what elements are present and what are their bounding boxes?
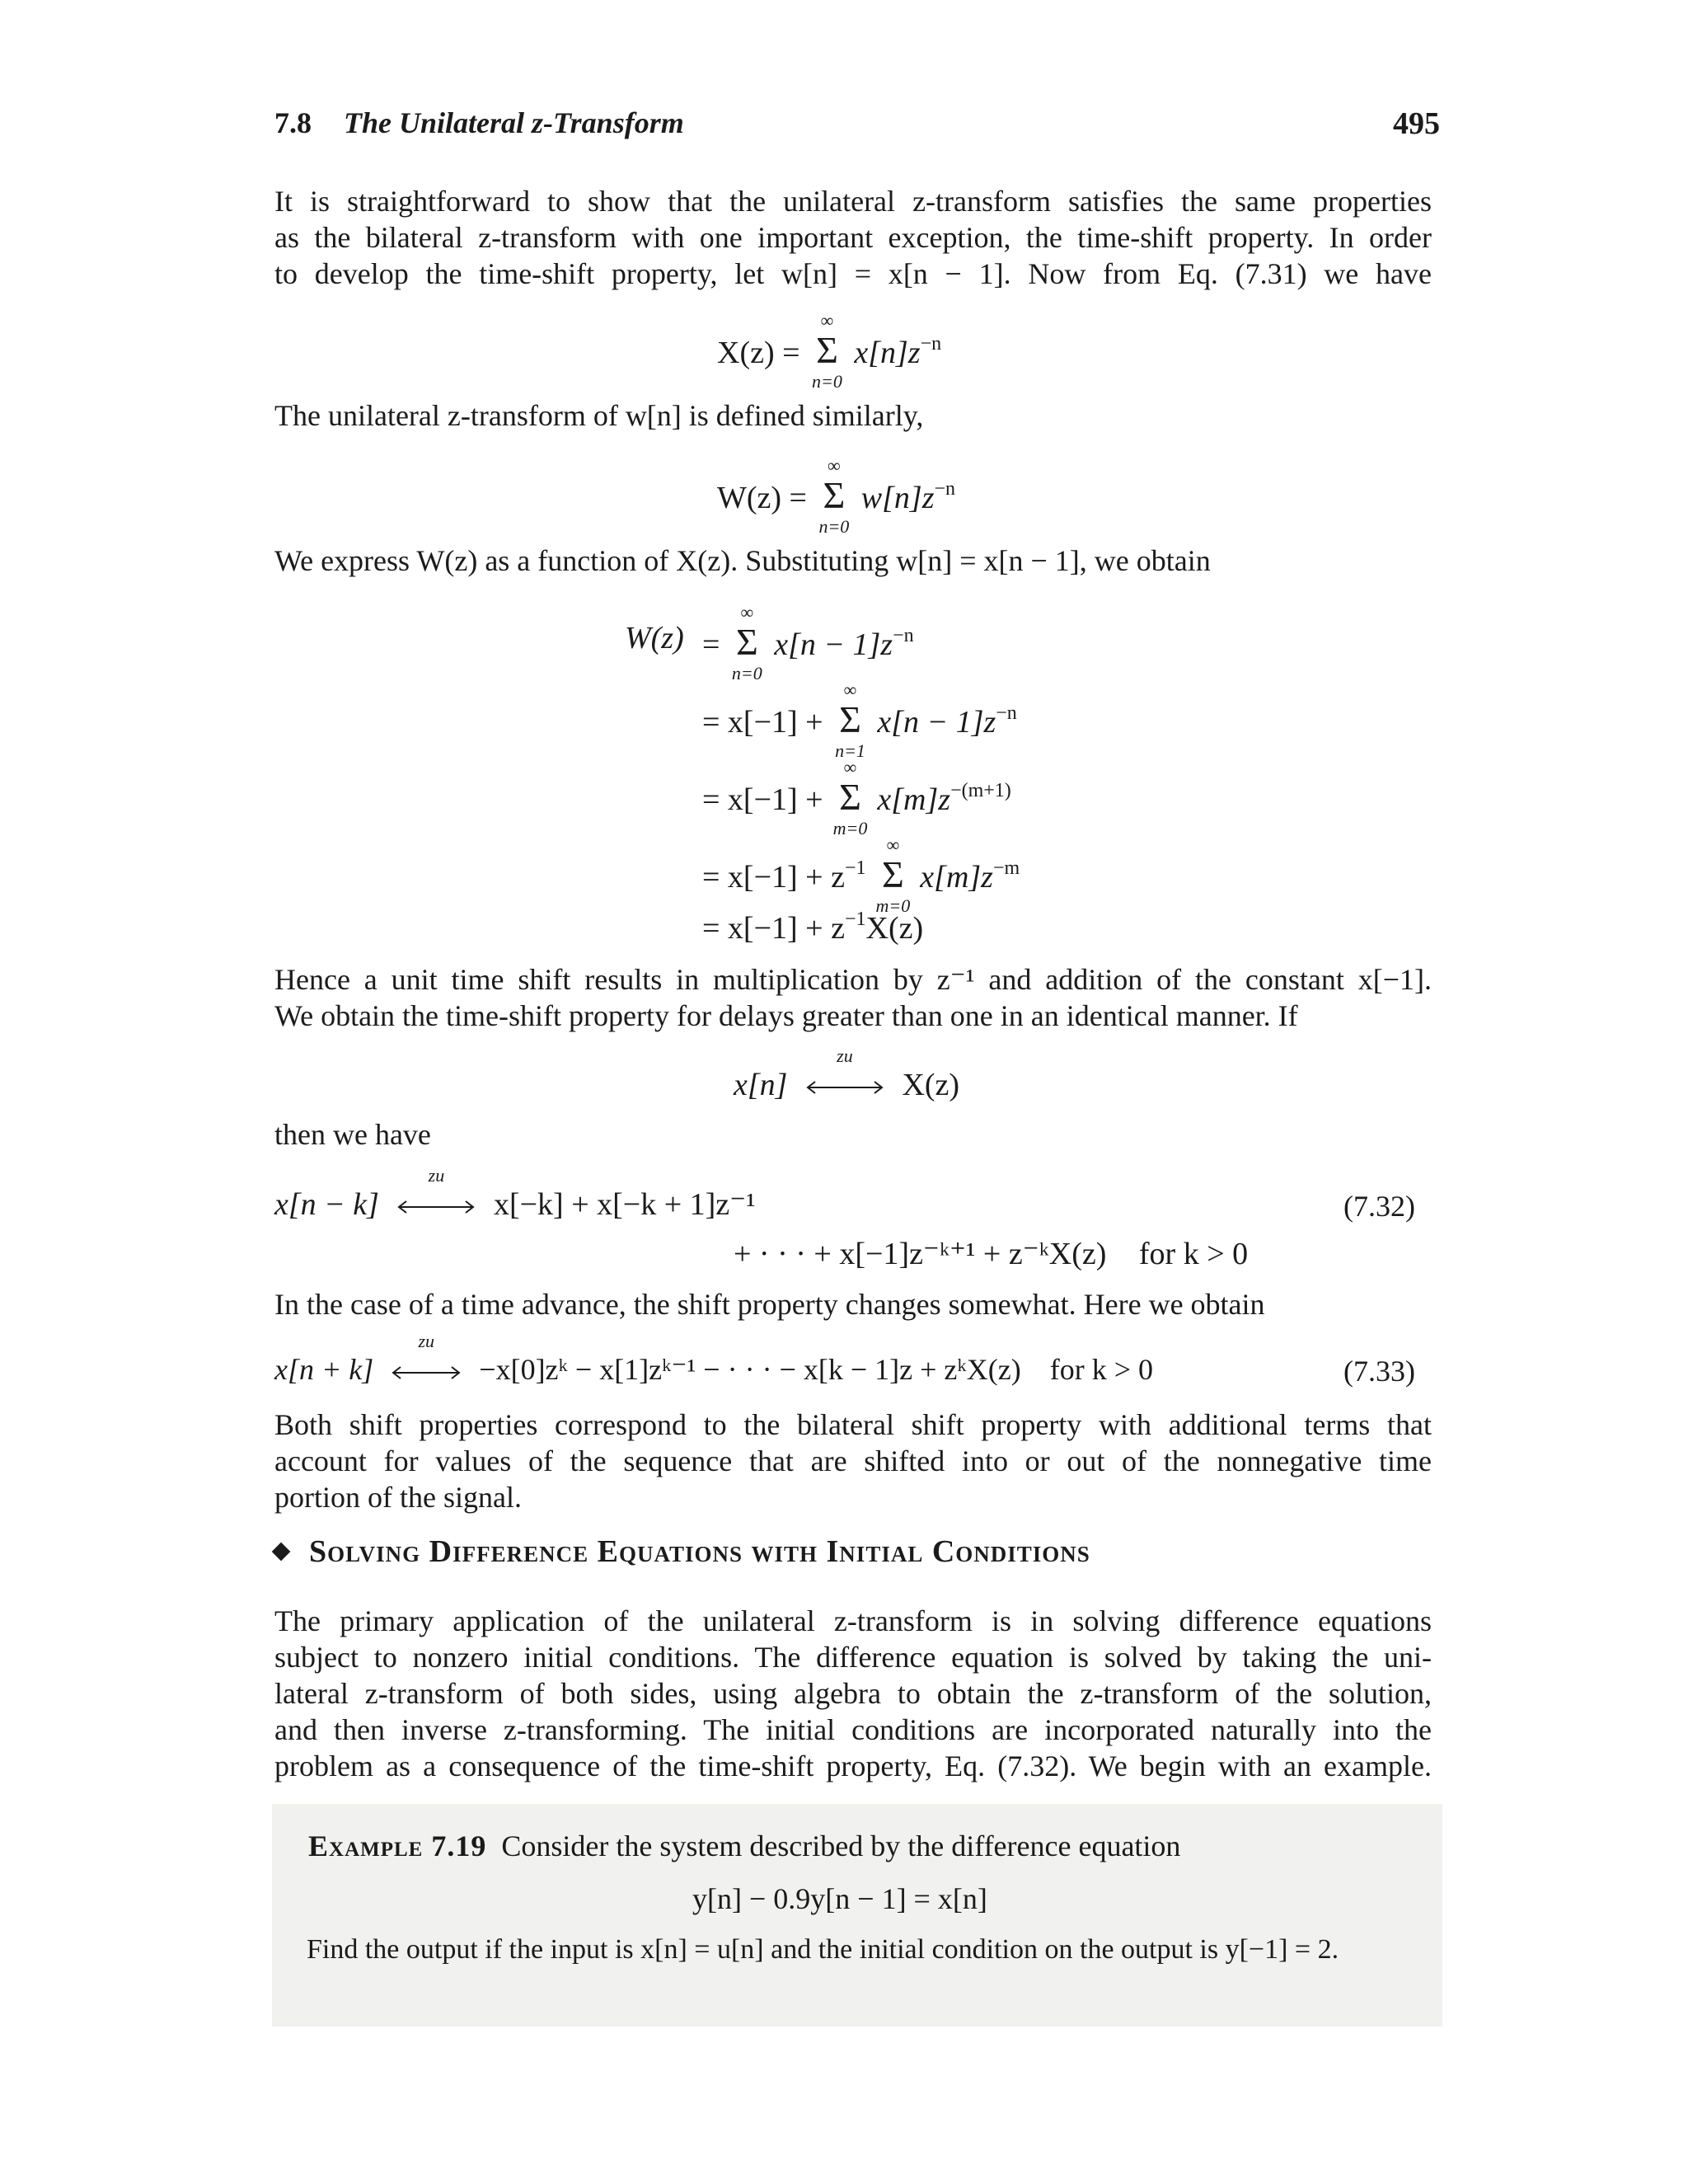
row-exponent: −m: [992, 857, 1020, 879]
eq-lhs: W(z) =: [717, 481, 807, 515]
arrow-label: zu: [418, 1331, 435, 1351]
paragraph-6: [274, 1407, 1432, 1515]
sum-upper: ∞: [886, 834, 900, 855]
text-line: It is straightforward to show that the unilateral z-transform satisfies the same properties: [274, 185, 1432, 218]
eq-body: w[n]z: [860, 481, 935, 515]
text-line: The primary application of the unilateral z-transform is in solving difference equations: [274, 1604, 1432, 1637]
sum-upper: ∞: [820, 310, 834, 331]
summation-symbol: Σ ∞ n=0: [818, 455, 850, 537]
section-heading-text: Solving Difference Equations with Initial Conditions: [309, 1534, 1090, 1569]
double-arrow-icon: [804, 1045, 886, 1103]
row-exponent: −n: [893, 625, 914, 646]
eq-exponent: −n: [920, 333, 942, 355]
row-prefix: = x[−1] +: [702, 705, 823, 740]
text-line: then we have: [274, 1118, 431, 1151]
row-exponent: −(m+1): [950, 780, 1011, 801]
double-arrow-icon: [395, 1165, 477, 1223]
summation-symbol: Σ ∞ n=0: [812, 310, 842, 392]
summation-symbol: Σ ∞ m=0: [875, 834, 911, 916]
equation-7-33: [274, 1331, 1154, 1387]
arrow-label: zu: [428, 1165, 445, 1186]
row-prefix: = x[−1] + z: [702, 911, 845, 946]
paragraph-2: [274, 397, 1432, 434]
running-header: [274, 106, 684, 140]
derivation-lhs-text: W(z): [625, 621, 684, 655]
equation-7-32-line-1: [274, 1165, 756, 1223]
eq-lhs: X(z) =: [717, 336, 800, 370]
row-prefix: = x[−1] + z: [702, 860, 845, 895]
sum-lower: n=0: [818, 516, 850, 537]
sum-lower: m=0: [875, 895, 911, 916]
text-line: account for values of the sequence that are shifted into or out of the nonnegative time: [274, 1444, 1432, 1477]
sum-lower: m=0: [832, 818, 868, 838]
text-line: Both shift properties correspond to the bilateral shift property with additional terms that: [274, 1408, 1432, 1441]
row-prefix: = x[−1] +: [702, 782, 823, 817]
eq-condition: for k > 0: [1049, 1353, 1154, 1386]
row-body: x[n − 1]z: [774, 627, 893, 662]
eq-lhs: x[n − k]: [274, 1187, 379, 1222]
derivation-lhs: [625, 620, 684, 656]
example-box: [272, 1804, 1442, 2027]
intro-paragraph: [274, 183, 1432, 292]
text-line: to develop the time-shift property, let w[n] = x[n − 1]. Now from Eq. (7.31) we have: [274, 257, 1432, 290]
row-body: x[n − 1]z: [877, 705, 996, 740]
text-line: Hence a unit time shift results in multiplication by z⁻¹ and addition of the constant x[−1].: [274, 963, 1432, 996]
derivation-row-5: [702, 909, 923, 946]
row-body: x[m]z: [920, 860, 993, 895]
sum-upper: ∞: [740, 602, 754, 622]
row-tail: X(z): [865, 911, 924, 946]
sum-lower: n=1: [835, 740, 865, 761]
example-title-text: Consider the system described by the difference equation: [501, 1829, 1181, 1862]
row-exponent: −n: [996, 702, 1017, 724]
section-title: The Unilateral z-Transform: [344, 106, 684, 139]
transform-pair: [734, 1045, 960, 1103]
example-equation: y[n] − 0.9y[n − 1] = x[n]: [692, 1882, 987, 1915]
derivation-row-4: [702, 834, 1020, 916]
row-prefix-exponent: −1: [844, 857, 866, 879]
text-line: We obtain the time-shift property for delays greater than one in an identical manner. If: [274, 999, 1298, 1032]
text-line: problem as a consequence of the time-shift property, Eq. (7.32). We begin with an example.: [274, 1750, 1432, 1782]
derivation-row-2: [702, 679, 1017, 761]
sum-lower: n=0: [731, 663, 762, 683]
derivation-row-3: [702, 757, 1011, 838]
text-line: and then inverse z-transforming. The initial conditions are incorporated naturally into the: [274, 1713, 1432, 1746]
equation-7-32-line-2: [734, 1235, 1248, 1272]
equation-number-7-32: (7.32): [1343, 1190, 1415, 1223]
equation-number-7-33: (7.33): [1343, 1355, 1415, 1388]
eq-condition: for k > 0: [1138, 1237, 1249, 1271]
row-prefix: =: [702, 627, 720, 662]
row-exponent: −1: [844, 909, 866, 930]
text-line: The unilateral z-transform of w[n] is defined similarly,: [274, 399, 924, 432]
paragraph-4: [274, 961, 1432, 1034]
example-task: Find the output if the input is x[n] = u[n] and the initial condition on the output is y[−1] = 2.: [307, 1934, 1339, 1965]
example-title: [308, 1829, 1180, 1863]
eq-rhs-line-1: x[−k] + x[−k + 1]z⁻¹: [493, 1187, 756, 1222]
pair-lhs: x[n]: [734, 1068, 788, 1102]
eq-exponent: −n: [934, 478, 956, 500]
sum-lower: n=0: [812, 371, 842, 392]
sum-upper: ∞: [843, 679, 857, 700]
example-label: Example 7.19: [308, 1829, 487, 1862]
arrow-label: zu: [837, 1045, 853, 1066]
section-heading: [274, 1533, 1090, 1570]
eq-lhs: x[n + k]: [274, 1353, 374, 1386]
row-body: x[m]z: [877, 782, 951, 817]
sum-upper: ∞: [843, 757, 857, 777]
pair-rhs: X(z): [902, 1068, 960, 1102]
text-line: We express W(z) as a function of X(z). Substituting w[n] = x[n − 1], we obtain: [274, 544, 1211, 577]
paragraph-then: [274, 1116, 1432, 1153]
section-number: 7.8: [274, 106, 312, 139]
text-line: portion of the signal.: [274, 1481, 522, 1514]
summation-symbol: Σ ∞ m=0: [832, 757, 868, 838]
section-bullet-icon: [272, 1543, 291, 1562]
equation-w-of-z: [717, 455, 956, 537]
sum-upper: ∞: [828, 455, 841, 476]
equation-x-of-z: [717, 310, 942, 392]
text-line: In the case of a time advance, the shift property changes somewhat. Here we obtain: [274, 1288, 1265, 1321]
summation-symbol: Σ ∞ n=0: [731, 602, 762, 683]
summation-symbol: Σ ∞ n=1: [835, 679, 865, 761]
eq-rhs-line-2: + · · · + x[−1]z⁻ᵏ⁺¹ + z⁻ᵏX(z): [734, 1237, 1107, 1271]
text-line: subject to nonzero initial conditions. The difference equation is solved by taking the uni-: [274, 1641, 1432, 1674]
derivation-row-1: [702, 602, 914, 683]
paragraph-7: [274, 1603, 1432, 1784]
text-line: as the bilateral z-transform with one important exception, the time-shift property. In order: [274, 221, 1432, 254]
eq-rhs: −x[0]zᵏ − x[1]zᵏ⁻¹ − · · · − x[k − 1]z + zᵏX(z): [479, 1353, 1021, 1386]
double-arrow-icon: [389, 1331, 463, 1387]
paragraph-5: [274, 1286, 1432, 1322]
text-line: lateral z-transform of both sides, using algebra to obtain the z-transform of the solution,: [274, 1677, 1432, 1710]
paragraph-3: [274, 542, 1432, 579]
eq-body: x[n]z: [854, 336, 921, 370]
page-number: 495: [1393, 106, 1440, 141]
